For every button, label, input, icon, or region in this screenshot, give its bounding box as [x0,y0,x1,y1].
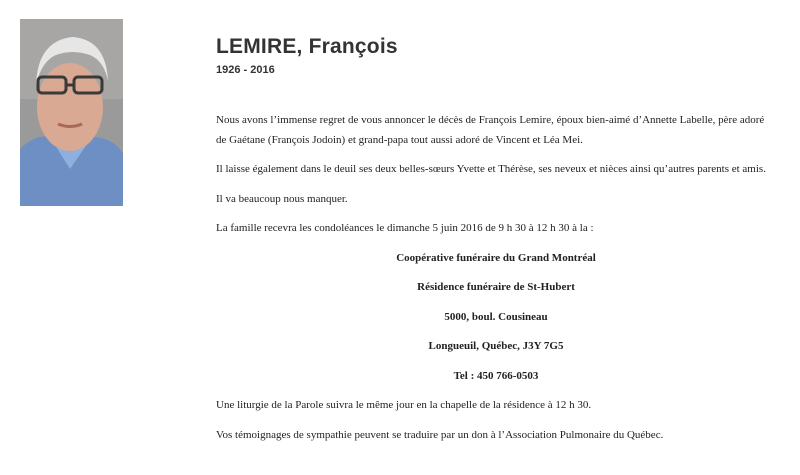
city-address: Longueuil, Québec, J3Y 7G5 [428,340,564,352]
street-address: 5000, boul. Cousineau [444,310,548,323]
family-paragraph: Il laisse également dans le deuil ses deux belles-sœurs Yvette et Thérèse, ses neveux et nièces ainsi qu’autres parents et amis. [216,163,766,175]
announcement-paragraph: Nous avons l’immense regret de vous annoncer le décès de François Lemire, époux bien-aimé d’Annette Labelle, père adoré de Gaétane (François Jodoin) et grand-papa tout aussi adoré de Vincent et Léa Mei. [216,114,765,146]
funeral-cooperative: Coopérative funéraire du Grand Montréal [396,251,596,264]
liturgy-paragraph: Une liturgie de la Parole suivra le même jour en la chapelle de la résidence à 12 h 30. [216,399,592,411]
funeral-home-address [216,249,776,387]
obituary-content [216,34,776,455]
deceased-name: LEMIRE, François [216,35,398,58]
faded-text [33,429,36,443]
condolences-paragraph: La famille recevra les condoléances le dimanche 5 juin 2016 de 9 h 30 à 12 h 30 à la : [216,222,594,234]
portrait-illustration [20,19,123,206]
portrait-photo [20,19,123,206]
phone-number: Tel : 450 766-0503 [453,369,539,382]
life-years: 1926 - 2016 [216,64,275,76]
missed-paragraph: Il va beaucoup nous manquer. [216,192,348,205]
funeral-residence: Résidence funéraire de St-Hubert [417,281,575,293]
faded-text [33,458,36,472]
obituary-text [216,111,776,445]
donation-paragraph: Vos témoignages de sympathie peuvent se traduire par un don à l’Association Pulmonaire du Québec. [216,428,664,441]
